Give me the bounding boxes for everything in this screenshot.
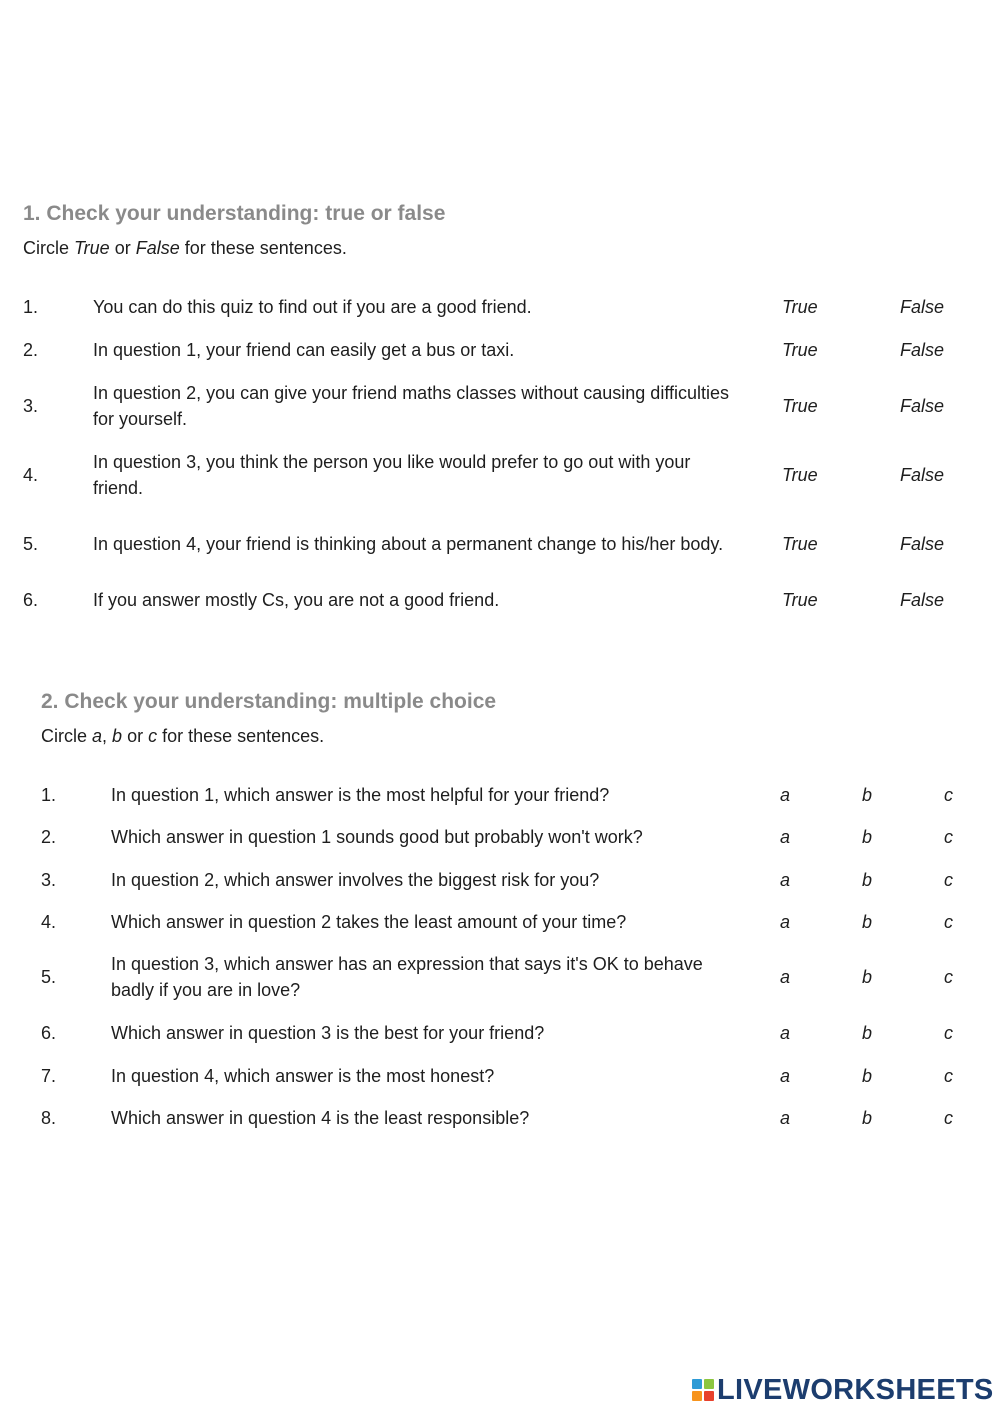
mc-question-row — [0, 1105, 1000, 1131]
true-option[interactable]: True — [782, 297, 818, 317]
question-text: In question 1, your friend can easily get a bus or taxi. — [93, 340, 515, 360]
question-number: 4. — [41, 912, 57, 932]
option-a[interactable]: a — [780, 870, 791, 890]
instruction-false-word: False — [135, 238, 180, 258]
option-a[interactable]: a — [780, 827, 791, 847]
tf-question-row — [0, 380, 1000, 432]
option-b[interactable]: b — [862, 1108, 873, 1128]
question-text: You can do this quiz to find out if you are a good friend. — [93, 297, 532, 317]
option-a[interactable]: a — [780, 1066, 791, 1086]
section-1-heading: 1. Check your understanding: true or false — [23, 202, 446, 225]
question-text: Which answer in question 4 is the least responsible? — [111, 1108, 530, 1128]
true-option[interactable]: True — [782, 340, 818, 360]
question-number: 3. — [41, 870, 57, 890]
false-option[interactable]: False — [900, 590, 945, 610]
option-b[interactable]: b — [862, 912, 873, 932]
mc-question-row — [0, 1063, 1000, 1089]
liveworksheets-logo — [692, 1374, 994, 1406]
logo-text: LIVEWORKSHEETS — [717, 1373, 994, 1406]
false-option[interactable]: False — [900, 534, 945, 554]
question-text: Which answer in question 2 takes the least amount of your time? — [111, 912, 627, 932]
question-text: In question 3, which answer has an expression that says it's OK to behave badly if you are in love? — [111, 954, 703, 1000]
question-number: 4. — [23, 465, 39, 485]
question-number: 1. — [41, 785, 57, 805]
question-text: If you answer mostly Cs, you are not a good friend. — [93, 590, 500, 610]
option-b[interactable]: b — [862, 785, 873, 805]
instruction-b-word: b — [112, 726, 123, 746]
logo-square — [704, 1391, 714, 1401]
tf-question-row — [0, 449, 1000, 501]
option-c[interactable]: c — [944, 1108, 953, 1128]
question-number: 3. — [23, 396, 39, 416]
tf-question-row — [0, 337, 1000, 363]
option-b[interactable]: b — [862, 827, 873, 847]
instruction-text: or — [122, 726, 149, 746]
mc-question-row — [0, 1020, 1000, 1046]
instruction-true-word: True — [74, 238, 110, 258]
option-c[interactable]: c — [944, 785, 953, 805]
option-b[interactable]: b — [862, 1023, 873, 1043]
question-text: In question 4, which answer is the most honest? — [111, 1066, 495, 1086]
question-text: In question 4, your friend is thinking about a permanent change to his/her body. — [93, 534, 724, 554]
question-number: 5. — [41, 967, 57, 987]
option-c[interactable]: c — [944, 827, 953, 847]
section-2-heading: 2. Check your understanding: multiple choice — [41, 690, 497, 713]
mc-question-row — [0, 867, 1000, 893]
tf-question-row — [0, 294, 1000, 320]
question-number: 7. — [41, 1066, 57, 1086]
false-option[interactable]: False — [900, 340, 945, 360]
option-b[interactable]: b — [862, 870, 873, 890]
question-text: Which answer in question 1 sounds good but probably won't work? — [111, 827, 643, 847]
false-option[interactable]: False — [900, 465, 945, 485]
tf-question-row — [0, 587, 1000, 613]
option-c[interactable]: c — [944, 1023, 953, 1043]
question-number: 2. — [41, 827, 57, 847]
option-c[interactable]: c — [944, 1066, 953, 1086]
option-b[interactable]: b — [862, 967, 873, 987]
logo-square — [692, 1379, 702, 1389]
mc-question-row — [0, 824, 1000, 850]
question-number: 8. — [41, 1108, 57, 1128]
false-option[interactable]: False — [900, 396, 945, 416]
question-text: Which answer in question 3 is the best for your friend? — [111, 1023, 545, 1043]
mc-question-row — [0, 909, 1000, 935]
question-number: 1. — [23, 297, 39, 317]
option-a[interactable]: a — [780, 1023, 791, 1043]
option-a[interactable]: a — [780, 1108, 791, 1128]
option-c[interactable]: c — [944, 967, 953, 987]
question-number: 6. — [23, 590, 39, 610]
logo-square — [692, 1391, 702, 1401]
instruction-text: for these sentences. — [157, 726, 325, 746]
true-option[interactable]: True — [782, 465, 818, 485]
option-a[interactable]: a — [780, 912, 791, 932]
question-text: In question 2, which answer involves the biggest risk for you? — [111, 870, 600, 890]
mc-question-row — [0, 951, 1000, 1003]
section-1-instruction — [23, 238, 347, 259]
question-number: 2. — [23, 340, 39, 360]
tf-question-row — [0, 518, 1000, 570]
instruction-text: for these sentences. — [179, 238, 347, 258]
instruction-text: Circle — [41, 726, 93, 746]
mc-question-row — [0, 782, 1000, 808]
question-text: In question 2, you can give your friend maths classes without causing difficulties for yourself. — [93, 383, 730, 429]
instruction-a-word: a — [92, 726, 103, 746]
liveworksheets-logo-icon — [692, 1379, 714, 1401]
section-2-instruction — [41, 726, 324, 747]
logo-square — [704, 1379, 714, 1389]
true-option[interactable]: True — [782, 396, 818, 416]
option-b[interactable]: b — [862, 1066, 873, 1086]
true-option[interactable]: True — [782, 590, 818, 610]
instruction-text: Circle — [23, 238, 75, 258]
instruction-text: or — [109, 238, 136, 258]
true-option[interactable]: True — [782, 534, 818, 554]
option-c[interactable]: c — [944, 912, 953, 932]
false-option[interactable]: False — [900, 297, 945, 317]
option-c[interactable]: c — [944, 870, 953, 890]
question-text: In question 3, you think the person you like would prefer to go out with your friend. — [93, 452, 691, 498]
option-a[interactable]: a — [780, 785, 791, 805]
instruction-c-word: c — [148, 726, 158, 746]
question-number: 6. — [41, 1023, 57, 1043]
question-text: In question 1, which answer is the most helpful for your friend? — [111, 785, 610, 805]
instruction-text: , — [102, 726, 113, 746]
option-a[interactable]: a — [780, 967, 791, 987]
question-number: 5. — [23, 534, 39, 554]
